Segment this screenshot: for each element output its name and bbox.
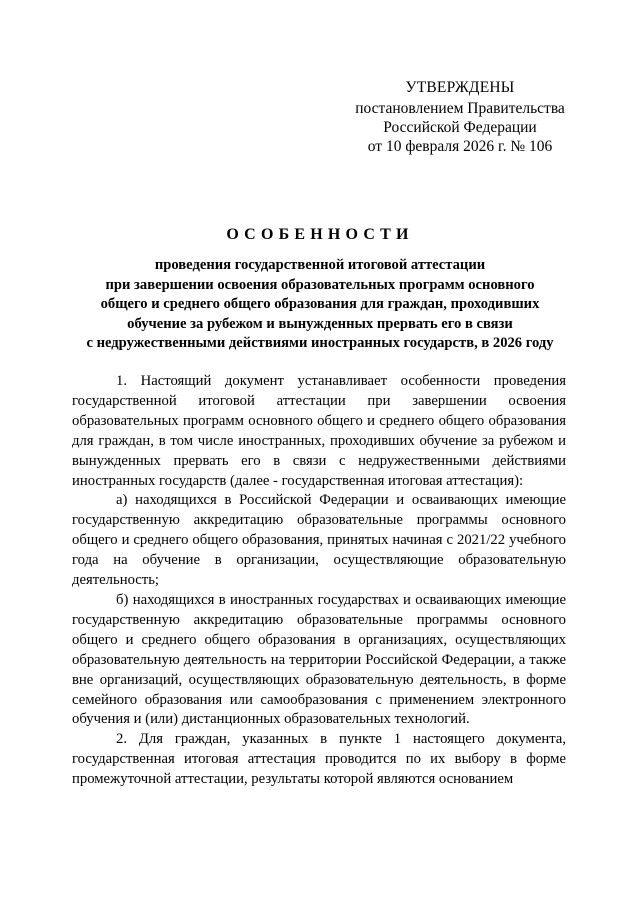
paragraph-1: 1. Настоящий документ устанавливает особенности проведения государственной итоговой аттестации при завершении освоения образовательных программ основного общего и среднего общего образования для граждан, в том числе иностранных, проходивших обучение за рубежом и вынужденных прервать его в связи с недружественными действиями иностранных государств (далее - государственная итоговая аттестация): <box>72 373 566 489</box>
paragraph-1a: а) находящихся в Российской Федерации и осваивающих имеющие государственную аккредитацию образовательные программы основного общего и среднего общего образования, принятых начиная с 2021/22 учебного года на обучение в организации, осуществляющие образовательную деятельность; <box>72 492 566 589</box>
paragraph-2: 2. Для граждан, указанных в пункте 1 настоящего документа, государственная итоговая аттестация проводится по их выбору в форме промежуточной аттестации, результаты которой являются основанием <box>72 731 566 788</box>
approval-date-line: от 10 февраля 2026 г. № 106 <box>367 138 553 155</box>
approval-line: постановлением Правительства <box>355 100 565 117</box>
document-subtitle <box>60 256 580 354</box>
subtitle-line: обучение за рубежом и вынужденных прервать его в связи <box>127 315 513 332</box>
subtitle-line: при завершении освоения образовательных программ основного <box>105 276 535 293</box>
subtitle-line: с недружественными действиями иностранных государств, в 2026 году <box>86 335 554 351</box>
subtitle-line: проведения государственной итоговой аттестации <box>154 257 486 273</box>
document-body <box>72 372 566 790</box>
subtitle-line: общего и среднего общего образования для граждан, проходивших <box>100 296 540 312</box>
document-title: ОСОБЕННОСТИ <box>226 226 414 243</box>
title-block <box>60 226 580 354</box>
paragraph-1b: б) находящихся в иностранных государствах и осваивающих имеющие государственную аккредитацию образовательные программы основного общего и среднего общего образования в организациях, осуществляющих образовательную деятельность на территории Российской Федерации, а также вне организаций, осуществляющих образовательную деятельность, в форме семейного образования или самообразования с применением электронного обучения и (или) дистанционных образовательных технологий. <box>72 591 566 728</box>
approval-stamp: УТВЕРЖДЕНЫ <box>405 79 515 96</box>
approval-line: Российской Федерации <box>383 119 537 136</box>
approval-block <box>330 78 590 156</box>
